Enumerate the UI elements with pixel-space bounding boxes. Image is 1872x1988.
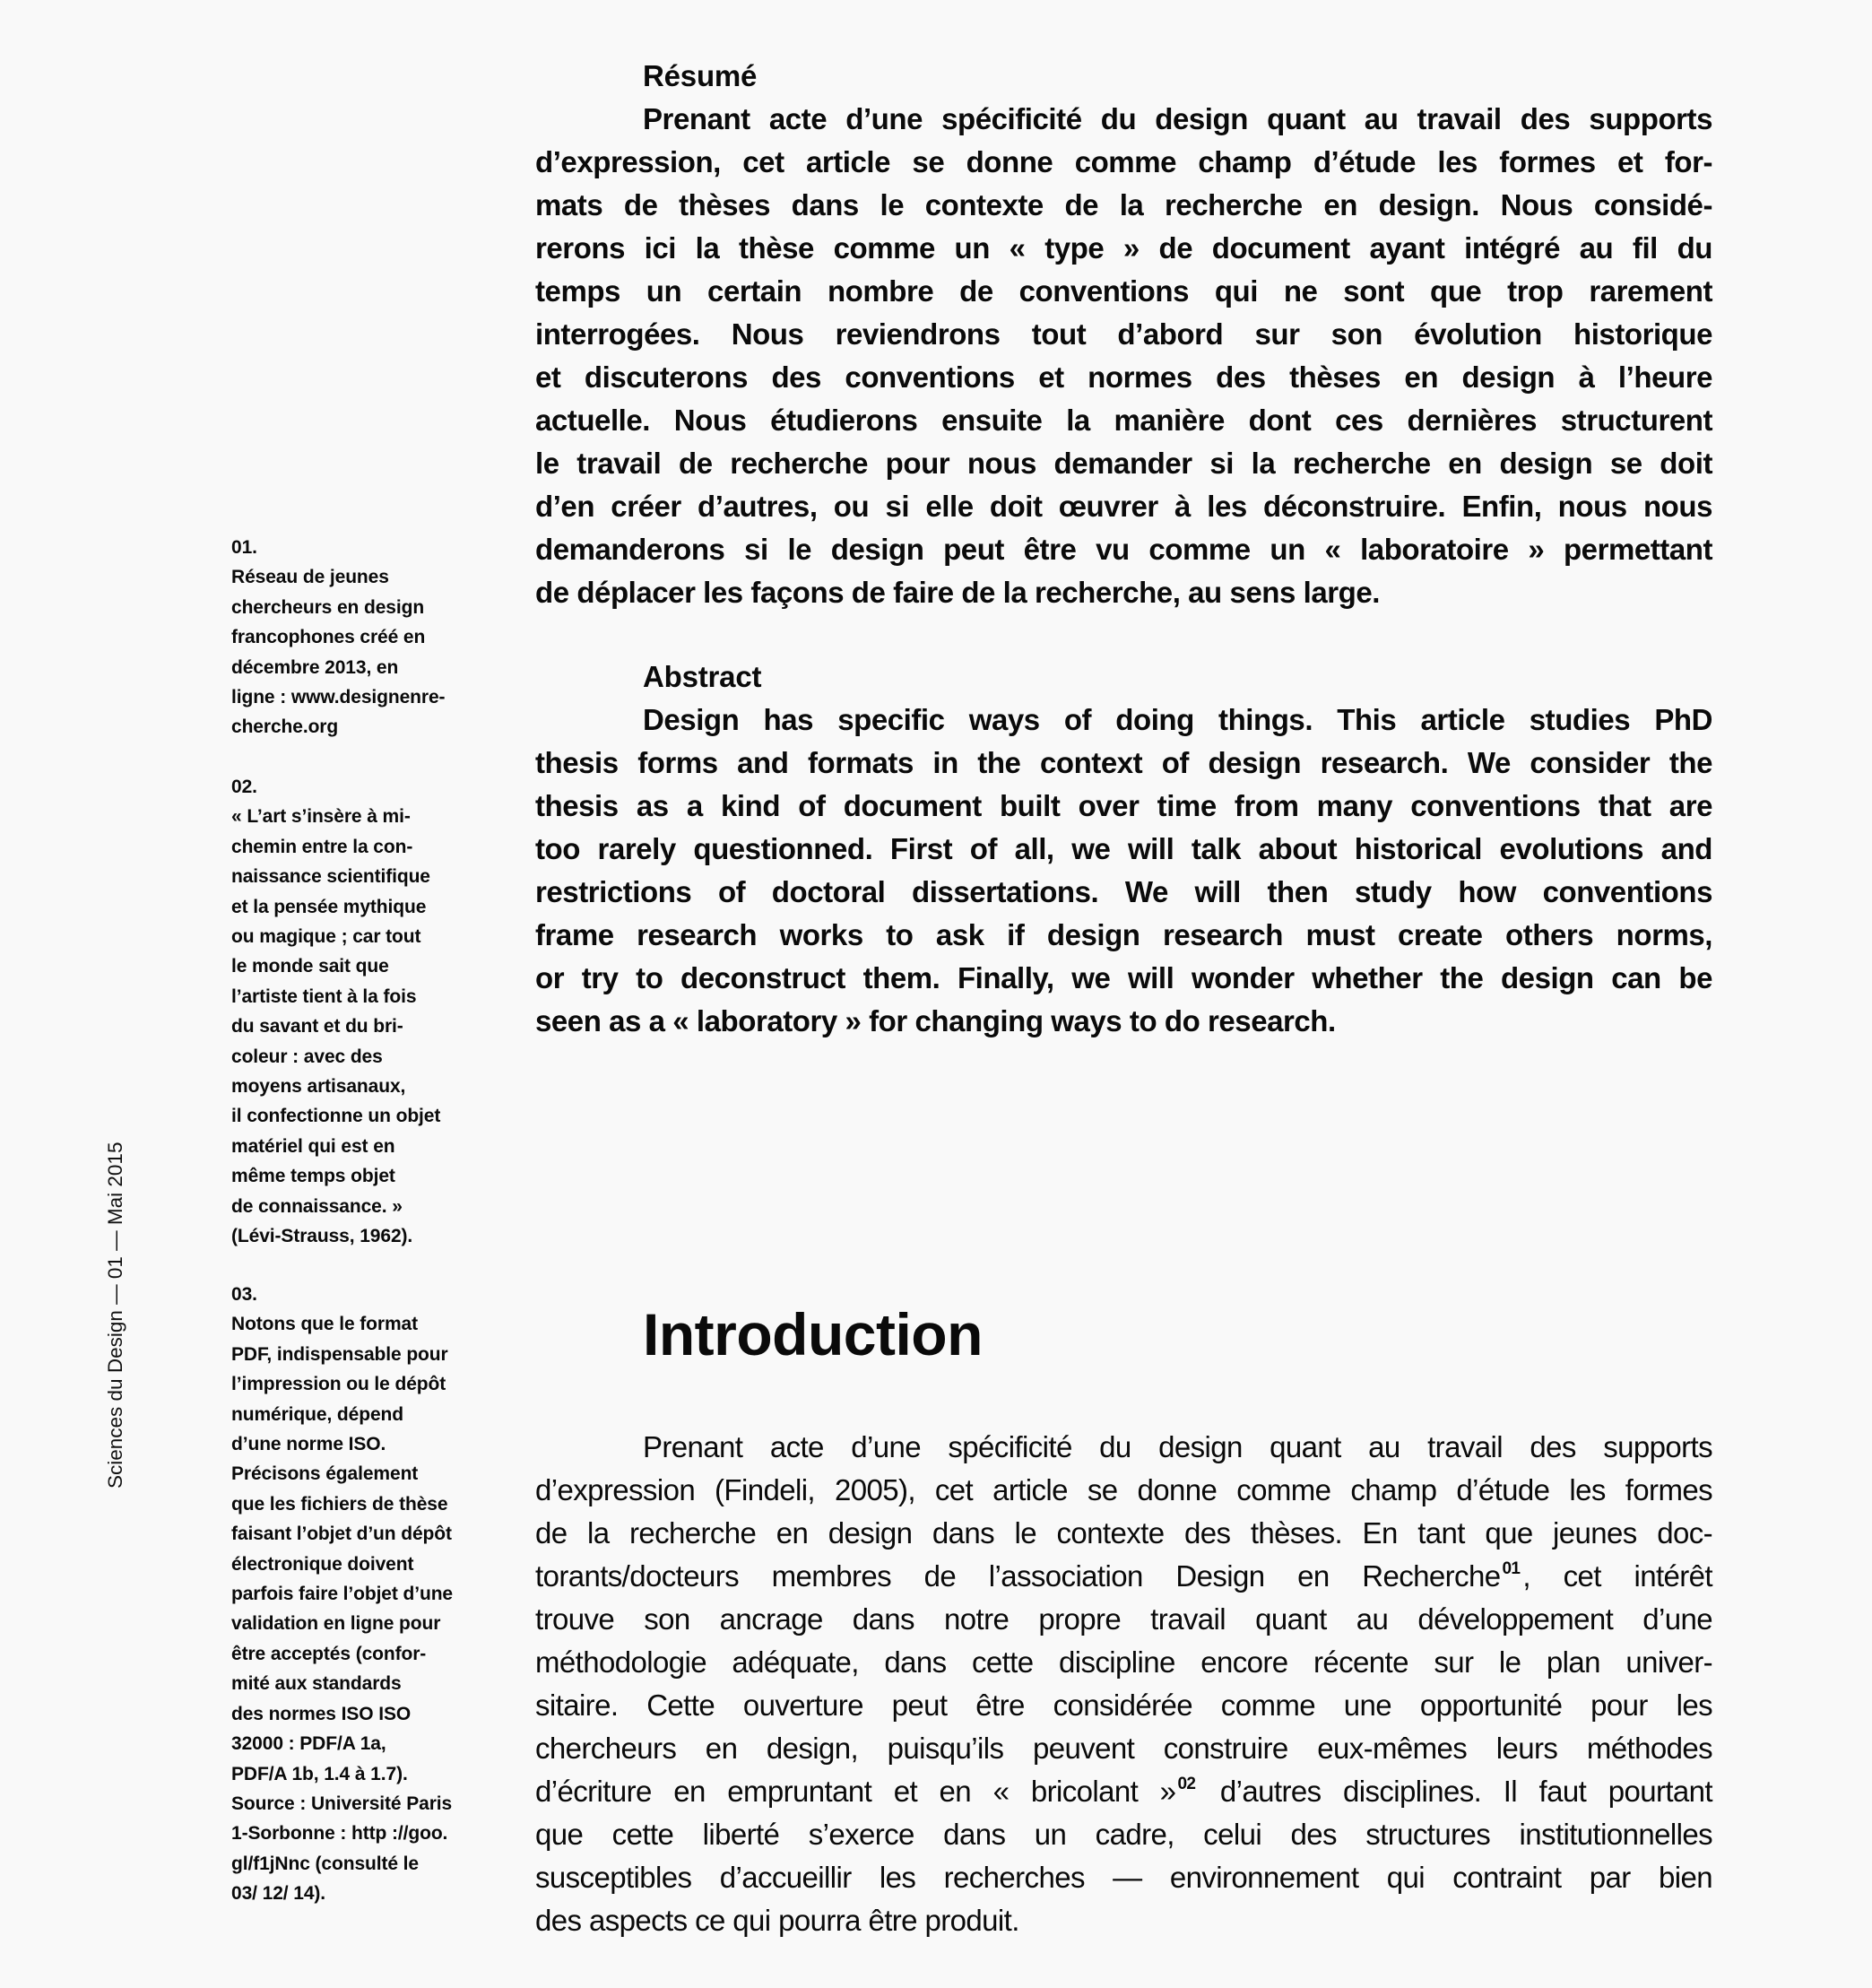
text-line: too rarely questionned. First of all, we will talk about historical evolutions and [535, 832, 1712, 865]
footnote-01 [231, 533, 500, 742]
footnote-number: 02. [231, 777, 257, 797]
introduction-section [535, 1426, 1712, 1942]
footnote-line: du savant et du bri- [231, 1016, 403, 1037]
introduction-body [535, 1426, 1712, 1942]
footnote-line: 03/ 12/ 14). [231, 1883, 326, 1905]
footnote-line: que les fichiers de thèse [231, 1493, 448, 1515]
text-line: chercheurs en design, puisqu’ils peuvent construire eux-mêmes leurs méthodes [535, 1732, 1712, 1765]
footnote-line: parfois faire l’objet d’une [231, 1584, 454, 1605]
text-line: le travail de recherche pour nous demander si la recherche en design se doit [535, 447, 1712, 480]
text-line: or try to deconstruct them. Finally, we will wonder whether the design can be [535, 961, 1712, 994]
footnote-line: Précisons également [231, 1463, 419, 1485]
footnote-line: 32000 : PDF/A 1a, [231, 1733, 386, 1755]
footnote-line: ligne : www.designenre- [231, 687, 446, 708]
footnote-line: naissance scientifique [231, 866, 430, 888]
footnote-line: « L’art s’insère à mi- [231, 806, 411, 828]
text-line: méthodologie adéquate, dans cette discipline encore récente sur le plan univer- [535, 1645, 1712, 1679]
footnote-line: électronique doivent [231, 1553, 414, 1575]
text-line: Prenant acte d’une spécificité du design quant au travail des supports [643, 1430, 1712, 1463]
footnote-line: faisant l’objet d’un dépôt [231, 1524, 452, 1545]
text-line: d’en créer d’autres, ou si elle doit œuvrer à les déconstruire. Enfin, nous nous [535, 490, 1712, 523]
text-line: de la recherche en design dans le contexte des thèses. En tant que jeunes doc- [535, 1516, 1712, 1550]
text-line: et discuterons des conventions et normes des thèses en design à l’heure [535, 360, 1712, 394]
footnote-line: Source : Université Paris [231, 1793, 453, 1814]
footnote-line: ou magique ; car tout [231, 926, 421, 948]
footnote-number: 03. [231, 1284, 257, 1305]
footnote-02 [231, 772, 500, 1252]
text-line [535, 1770, 1712, 1813]
resume-body [535, 98, 1712, 614]
footnote-ref-02[interactable]: 02 [1177, 1775, 1196, 1793]
footnote-line: le monde sait que [231, 956, 389, 977]
footnote-03 [231, 1280, 500, 1909]
introduction-heading: Introduction [643, 1301, 983, 1367]
resume-section [535, 55, 1712, 614]
footnote-line: être acceptés (confor- [231, 1643, 427, 1664]
footnote-line: l’artiste tient à la fois [231, 985, 417, 1007]
footnote-line: francophones créé en [231, 627, 426, 648]
footnote-line: (Lévi-Strauss, 1962). [231, 1226, 413, 1247]
text-line: restrictions of doctoral dissertations. We will then study how conventions [535, 875, 1712, 908]
footnote-line: cherche.org [231, 716, 339, 738]
text-line: d’expression, cet article se donne comme champ d’étude les formes et for- [535, 145, 1712, 178]
text-line: mats de thèses dans le contexte de la recherche en design. Nous considé- [535, 188, 1712, 221]
text-segment: d’écriture en empruntant et en « bricolant » [535, 1775, 1176, 1808]
footnote-number: 01. [231, 537, 257, 558]
footnote-line: Réseau de jeunes [231, 567, 389, 588]
abstract-heading: Abstract [643, 660, 762, 693]
text-line: temps un certain nombre de conventions qui ne sont que trop rarement [535, 274, 1712, 308]
footnote-line: moyens artisanaux, [231, 1076, 406, 1098]
footnote-line: gl/f1jNnc (consulté le [231, 1853, 419, 1874]
text-line [535, 1555, 1712, 1598]
running-header: Sciences du Design — 01 — Mai 2015 [104, 1142, 126, 1489]
text-line: que cette liberté s’exerce dans un cadre, celui des structures institutionnelles [535, 1818, 1712, 1851]
footnote-line: d’une norme ISO. [231, 1434, 386, 1455]
text-line: des aspects ce qui pourra être produit. [535, 1904, 1019, 1937]
text-segment: , cet intérêt [1522, 1559, 1712, 1593]
text-line: rerons ici la thèse comme un « type » de document ayant intégré au fil du [535, 231, 1712, 265]
footnote-line: PDF/A 1b, 1.4 à 1.7). [231, 1763, 408, 1784]
text-line: actuelle. Nous étudierons ensuite la manière dont ces dernières structurent [535, 404, 1712, 437]
resume-heading: Résumé [643, 59, 758, 92]
text-line: seen as a « laboratory » for changing ways to do research. [535, 1004, 1336, 1037]
footnote-line: des normes ISO ISO [231, 1703, 412, 1724]
footnote-line: chemin entre la con- [231, 836, 413, 857]
text-line: de déplacer les façons de faire de la recherche, au sens large. [535, 576, 1380, 609]
footnote-line: PDF, indispensable pour [231, 1343, 448, 1365]
text-line: interrogées. Nous reviendrons tout d’abord sur son évolution historique [535, 317, 1712, 351]
text-line: sitaire. Cette ouverture peut être considérée comme une opportunité pour les [535, 1688, 1712, 1722]
footnote-line: mité aux standards [231, 1673, 402, 1695]
text-line: Prenant acte d’une spécificité du design quant au travail des supports [643, 102, 1712, 135]
text-line: demanderons si le design peut être vu comme un « laboratoire » permettant [535, 533, 1712, 566]
footnote-ref-01[interactable]: 01 [1502, 1559, 1521, 1578]
abstract-body [535, 699, 1712, 1043]
footnote-line: de connaissance. » [231, 1195, 403, 1217]
text-line: frame research works to ask if design research must create others norms, [535, 918, 1712, 951]
footnote-line: chercheurs en design [231, 596, 425, 618]
footnote-line: coleur : avec des [231, 1046, 383, 1067]
footnote-line: même temps objet [231, 1166, 395, 1187]
footnote-line: l’impression ou le dépôt [231, 1374, 446, 1395]
footnote-line: matériel qui est en [231, 1135, 395, 1157]
text-line: thesis as a kind of document built over time from many conventions that are [535, 789, 1712, 822]
footnote-line: numérique, dépend [231, 1403, 403, 1425]
footnote-line: 1-Sorbonne : http ://goo. [231, 1823, 448, 1845]
text-line: trouve son ancrage dans notre propre travail quant au développement d’une [535, 1602, 1712, 1636]
text-segment: torants/docteurs membres de l’association Design en Recherche [535, 1559, 1501, 1593]
footnote-line: validation en ligne pour [231, 1613, 441, 1635]
text-line: thesis forms and formats in the context of design research. We consider the [535, 746, 1712, 779]
footnote-line: Notons que le format [231, 1314, 419, 1335]
text-segment: d’autres disciplines. Il faut pourtant [1198, 1775, 1712, 1808]
footnote-line: décembre 2013, en [231, 656, 399, 678]
text-line: susceptibles d’accueillir les recherches — environnement qui contraint par bien [535, 1861, 1712, 1894]
abstract-section [535, 655, 1712, 1043]
text-line: d’expression (Findeli, 2005), cet article se donne comme champ d’étude les formes [535, 1473, 1712, 1506]
footnote-line: il confectionne un objet [231, 1106, 441, 1127]
footnote-line: et la pensée mythique [231, 896, 427, 917]
text-line: Design has specific ways of doing things. This article studies PhD [643, 703, 1712, 736]
